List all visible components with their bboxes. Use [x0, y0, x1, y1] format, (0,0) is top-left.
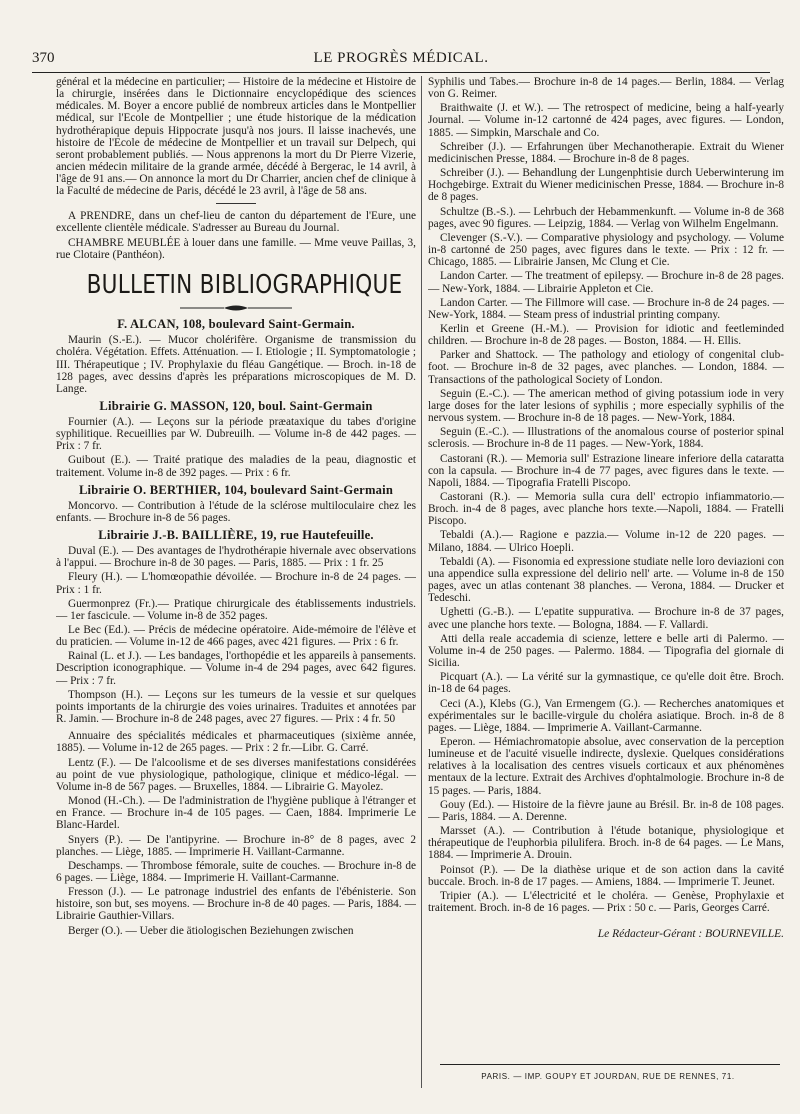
bibliography-entry: Marsset (A.). — Contribution à l'étude botanique, physiologique et thérapeutique de l'euphorbia pilulifera. Broch. in-8 de 64 pages. — Le Mans, 1884. — Imprimerie A. Drouin. [428, 825, 784, 862]
bibliography-entry: Fresson (J.). — Le patronage industriel des enfants de l'ébénisterie. Son histoire, son but, ses moyens. — Brochure in-8 de 40 pages. — Paris, 1884. —Librairie Gauthier-Villars. [56, 886, 416, 923]
bibliography-entry: Syphilis und Tabes.— Brochure in-8 de 14 pages.— Berlin, 1884. — Verlag von G. Reimer. [428, 76, 784, 101]
bibliography-entry: Duval (E.). — Des avantages de l'hydrothérapie hivernale avec observations à l'appui. — Brochure in-8 de 30 pages. — Paris, 1885. — Prix : 1 fr. 25 [56, 545, 416, 570]
printer-imprint: PARIS. — IMP. GOUPY ET JOURDAN, RUE DE RENNES, 71. [481, 1072, 735, 1081]
bibliography-entry: Maurin (S.-E.). — Mucor cholérifère. Organisme de transmission du choléra. Végétation. Effets. Atténuation. — I. Etiologie ; II. Symptomatologie ; III. Thérapeutique ; IV. Prophylaxie du fléau Gangétique. — Broch. in-18 de 128 pages, avec dessins d'après les préparations microscopiques de M. D. Lange. [56, 334, 416, 395]
editor-signature: Le Rédacteur-Gérant : BOURNEVILLE. [597, 928, 784, 941]
bibliography-entry: Eperon. — Hémiachromatopie absolue, avec conservation de la perception lumineuse et de l'acuité visuelle indirecte, dyslexie. Quelques considérations relatives à la localisation des centres visuels corticaux et aux phénomènes mentaux de la lecture. Extrait des Archives d'ophtalmologie. Brochure in-8 de 15 pages. — Paris, 1884. [428, 735, 784, 797]
page-header [32, 48, 770, 73]
bibliography-entry: Tripier (A.). — L'électricité et le choléra. — Genèse, Prophylaxie et traitement. Broch. in-8 de 16 pages. — Prix : 50 c. — Paris, Georges Carré. [428, 889, 784, 914]
bibliography-entry: Braithwaite (J. et W.). — The retrospect of medicine, being a half-yearly Journal. — Volume in-12 cartonné de 424 pages, avec figures. — London, 1885. — Simpkin, Marschale and Co. [428, 102, 784, 139]
ornament-rule-icon [176, 303, 296, 313]
publisher-heading: F. ALCAN, 108, boulevard Saint-Germain. [117, 317, 355, 332]
bibliography-entry: Poinsot (P.). — De la diathèse urique et de son action dans la cavité buccale. Broch. in-8 de 17 pages. — Amiens, 1884. — Imprimerie T. Jeunet. [428, 863, 784, 888]
bibliography-entry: Seguin (E.-C.). — Illustrations of the anomalous course of posterior spinal sclerosis. — Brochure in-8 de 11 pages. — New-York, 1884. [428, 426, 784, 451]
bibliography-entry: Castorani (R.). — Memoria sull' Estrazione lineare inferiore della cataratta con la capsula. — Brochure in-4 de 77 pages, avec figures dans le texte. — Napoli, 1884. — Tipografia Fratelli Piscopo. [428, 452, 784, 489]
journal-title: LE PROGRÈS MÉDICAL. [313, 50, 489, 66]
bibliography-entry: Rainal (L. et J.). — Les bandages, l'orthopédie et les appareils à pansements. Description iconographique. — Volume in-4 de 294 pages, avec 642 figures. — Prix : 7 fr. [56, 650, 416, 687]
bibliography-entry: Thompson (H.). — Leçons sur les tumeurs de la vessie et sur quelques points importants de la chirurgie des voies urinaires. Traduites et annotées par R. Jamin. — Brochure in-8 de 248 pages, avec 27 figures. — Prix : 4 fr. 50 [56, 688, 416, 726]
bibliography-entry: Snyers (P.). — De l'antipyrine. — Brochure in-8° de 8 pages, avec 2 planches. — Liège, 1885. — Imprimerie H. Vaillant-Carmanne. [56, 833, 416, 858]
bibliography-entry: Ceci (A.), Klebs (G.), Van Ermengem (G.). — Recherches anatomiques et expérimentales sur le bacille-virgule du choléra asiatique. Broch. in-8 de 8 pages. — Liège, 1884. — Imprimerie A. Vaillant-Carmanne. [428, 697, 784, 734]
bibliography-entry: Annuaire des spécialités médicales et pharmaceutiques (sixième année, 1885). — Volume in-12 de 265 pages. — Prix : 2 fr.—Libr. G. Carré. [56, 730, 416, 755]
bibliography-entry: Kerlin et Greene (H.-M.). — Provision for idiotic and feetleminded children. — Brochure in-8 de 28 pages. — Boston, 1884. — H. Ellis. [428, 322, 784, 348]
bibliography-entry: Fournier (A.). — Leçons sur la période præataxique du tabes d'origine syphilitique. Recueillies par W. Dubreuilh. — Volume in-8 de 442 pages. — Prix : 7 fr. [56, 415, 416, 453]
column-divider [421, 76, 422, 1088]
bibliography-entry: Moncorvo. — Contribution à l'étude de la sclérose multiloculaire chez les enfants. — Brochure in-8 de 56 pages. [56, 499, 416, 524]
bibliography-entry: Ughetti (G.-B.). — L'epatite suppurativa. — Brochure in-8 de 37 pages, avec une planche hors texte. — Bologna, 1884. — F. Vallardi. [428, 606, 784, 631]
page-number: 370 [32, 50, 55, 66]
bibliography-entry: Guermonprez (Fr.).— Pratique chirurgicale des établissements industriels. — 1er fascicule. — Volume in-8 de 352 pages. [56, 597, 416, 622]
bibliography-entry: Tebaldi (A). — Fisonomia ed expressione studiate nelle loro deviazioni con una appendice sulla expressione del delirio nell' arte. — Volume in-8 de 150 pages, avec un atlas contenant 38 planches. — Verona, 1884. — Drucker et Tedeschi. [428, 555, 784, 605]
bibliography-entry: Gouy (Ed.). — Histoire de la fièvre jaune au Brésil. Br. in-8 de 108 pages. — Paris, 1884. — A. Derenne. [428, 798, 784, 823]
bibliography-entry: Monod (H.-Ch.). — De l'administration de l'hygiène publique à l'étranger et en France. — Brochure in-4 de 105 pages. — Caen, 1884. Imprimerie Le Blanc-Hardel. [56, 795, 416, 832]
footer-rule [440, 1064, 780, 1065]
bibliography-entry: Tebaldi (A.).— Ragione e pazzia.— Volume in-12 de 220 pages. — Milano, 1884. — Ulrico Hoepli. [428, 529, 784, 554]
bulletin-title: BULLETIN BIBLIOGRAPHIQUE [86, 270, 403, 301]
bibliography-entry: Landon Carter. — The treatment of epilepsy. — Brochure in-8 de 28 pages. — New-York, 1884. — Librairie Appleton et Cie. [428, 270, 784, 295]
publisher-heading: Librairie J.-B. BAILLIÈRE, 19, rue Hautefeuille. [98, 528, 374, 543]
bibliography-entry: Castorani (R.). — Memoria sulla cura dell' ectropio infiammatorio.—Broch. in-4 de 8 pages, avec planche hors texte.—Napoli, 1884. — Fratelli Piscopo. [428, 491, 784, 528]
bibliography-entry: Berger (O.). — Ueber die ätiologischen Beziehungen zwischen [68, 924, 354, 937]
separator-rule [216, 203, 256, 204]
bibliography-entry: Picquart (A.). — La vérité sur la gymnastique, ce qu'elle doit être. Broch. in-18 de 64 pages. [428, 671, 784, 696]
bibliography-entry: Le Bec (Ed.). — Précis de médecine opératoire. Aide-mémoire de l'élève et du praticien. — Volume in-12 de 466 pages, avec 421 figures. — Prix : 6 fr. [56, 624, 416, 649]
bibliography-entry: Lentz (F.). — De l'alcoolisme et de ses diverses manifestations considérées au point de vue physiologique, pathologique, clinique et médico-légal. — Volume in-8 de 567 pages. — Bruxelles, 1884. — Librairie G. Mayolez. [56, 756, 416, 793]
classified-ad: A PRENDRE, dans un chef-lieu de canton du département de l'Eure, une excellente clientèle médicale. S'adresser au Bureau du Journal. [56, 209, 416, 234]
bibliography-entry: Fleury (H.). — L'homœopathie dévoilée. — Brochure in-8 de 24 pages. — Prix : 1 fr. [56, 571, 416, 596]
bibliography-entry: Guibout (E.). — Traité pratique des maladies de la peau, diagnostic et traitement. Volume in-8 de 392 pages. — Prix : 6 fr. [56, 454, 416, 479]
publisher-heading: Librairie G. MASSON, 120, boul. Saint-Germain [99, 398, 373, 413]
left-column [56, 76, 416, 1086]
classified-ad: CHAMBRE MEUBLÉE à louer dans une famille. — Mme veuve Paillas, 3, rue Clotaire (Panthéon). [56, 236, 416, 262]
right-column [428, 76, 784, 1096]
bibliography-entry: Landon Carter. — The Fillmore will case. — Brochure in-8 de 24 pages. — New-York, 1884. — Steam press of industrial printing company. [428, 296, 784, 321]
bibliography-entry: Schreiber (J.). — Behandlung der Lungenphtisie durch Ueberwinterung im Hochgebirge. Extrait du Wiener medicinischen Presse, 1884. — Brochure in-8 de 8 pages. [428, 167, 784, 204]
obituary-paragraph: général et la médecine en particulier; — Histoire de la médecine et Histoire de la chirurgie, insérées dans le Dictionnaire encyclopédique des sciences médicales. M. Boyer a encore publié de nombreux articles dans le Montpellier médical, sur l'Ecole de Montpellier ; une étude historique de la médication hydrothérapique depuis Hippocrate jusqu'à nos jours. Il laisse inachevés, une histoire de l'Ecole de médecine de Montpellier et un travail sur Delpech, qui seront probablement publiés. — Nous apprenons la mort du Dr Pierre Vizerie, ancien médecin militaire de la grande armée, décédé à Bergerac, le 14 avril, à l'âge de 91 ans.— On annonce la mort du Dr Charrier, ancien chef de clinique à la Faculté de médecine de Paris, décédé le 23 avril, à l'âge de 58 ans. [56, 76, 416, 198]
bibliography-entry: Clevenger (S.-V.). — Comparative physiology and psychology. — Volume in-8 cartonné de 250 pages, avec figures dans le texte. — Prix : 12 fr. — Chicago, 1885. — Librairie Jansen, Mc Clung et Cie. [428, 231, 784, 269]
bibliography-entry: Seguin (E.-C.). — The american method of giving potassium iode in very large doses for the later lesions of syphilis ; more especially syphilis of the nervous system. — Brochure in-8 de 18 pages. — New-York, 1884. [428, 387, 784, 425]
bibliography-entry: Deschamps. — Thrombose fémorale, suite de couches. — Brochure in-8 de 6 pages. — Liège, 1884. — Imprimerie H. Vaillant-Carmanne. [56, 859, 416, 884]
bibliography-entry: Schreiber (J.). — Erfahrungen über Mechanotherapie. Extrait du Wiener medicinischen Presse, 1884. — Brochure in-8 de 8 pages. [428, 140, 784, 165]
bibliography-entry: Parker and Shattock. — The pathology and etiology of congenital club-foot. — Brochure in-8 de 32 pages, avec planches. — London, 1884. — Transactions of the pathological Society of London. [428, 349, 784, 386]
bibliography-entry: Atti della reale accademia di scienze, lettere e belle arti di Palermo. — Volume in-4 de 250 pages. — Palermo. 1884. — Tipografia del giornale di Sicilia. [428, 632, 784, 670]
publisher-heading: Librairie O. BERTHIER, 104, boulevard Saint-Germain [78, 482, 394, 497]
bibliography-entry: Schultze (B.-S.). — Lehrbuch der Hebammenkunft. — Volume in-8 de 368 pages, avec 90 figures. — Leipzig, 1884. — Verlag von Wilhelm Engelmann. [428, 205, 784, 230]
